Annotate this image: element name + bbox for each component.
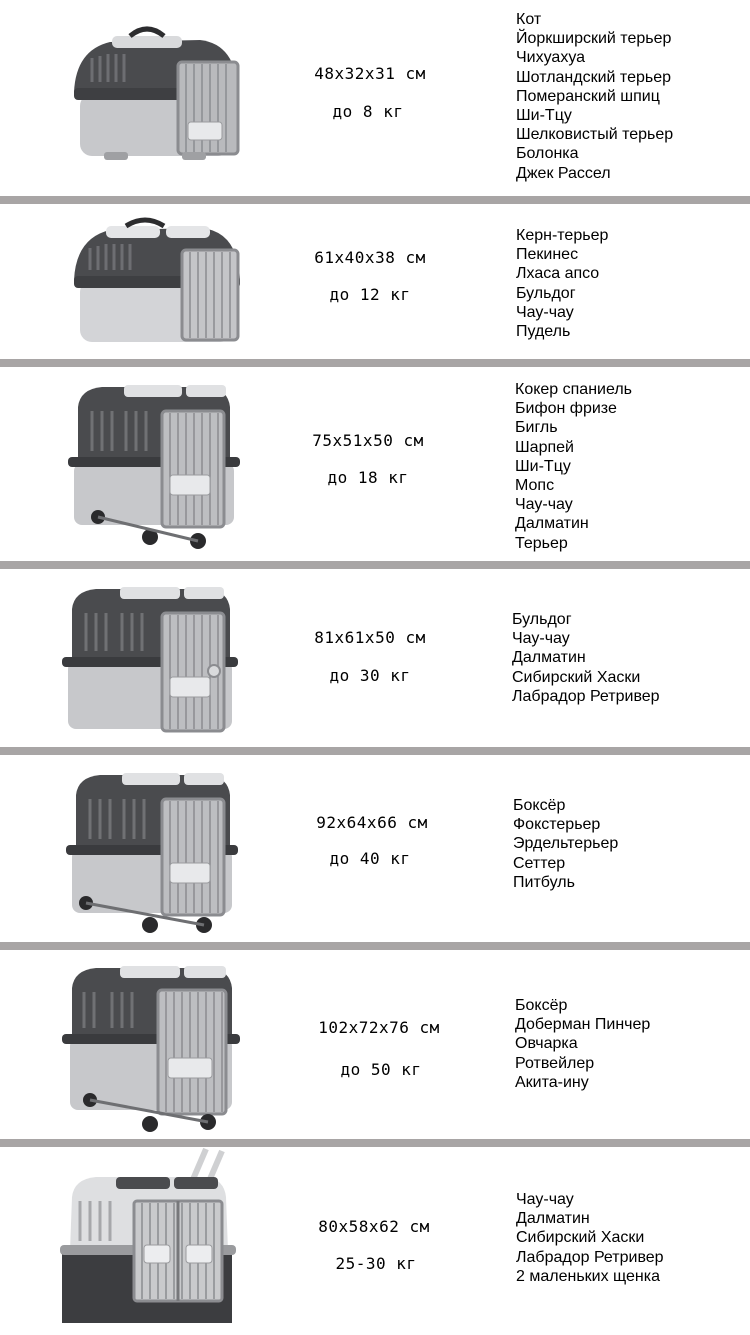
breed-item: Сибирский Хаски — [512, 668, 641, 686]
breed-item: Боксёр — [515, 997, 568, 1014]
product-row-3 — [0, 367, 750, 561]
product-row-1 — [0, 0, 750, 196]
carrier-max-weight: до 50 кг — [340, 1060, 422, 1079]
carrier-max-weight: 25-30 кг — [335, 1254, 417, 1273]
breed-list — [516, 1190, 664, 1286]
product-row-2 — [0, 204, 750, 359]
breed-item: Болонка — [516, 145, 579, 163]
breed-item: Джек Рассел — [516, 164, 611, 182]
carrier-dimensions: 61x40x38 см — [314, 248, 426, 267]
product-row-6 — [0, 950, 750, 1139]
wheeled-pet-carrier-icon — [68, 381, 243, 553]
breed-list — [513, 796, 618, 892]
breed-item: Ши-Тцу — [516, 107, 572, 125]
breed-item: Сибирский Хаски — [516, 1229, 645, 1247]
carrier-max-weight: до 12 кг — [329, 285, 411, 304]
breed-list — [515, 380, 632, 553]
breed-item: Терьер — [515, 534, 568, 552]
carrier-max-weight: до 30 кг — [329, 666, 411, 685]
breed-item: Боксёр — [513, 797, 566, 814]
row-divider — [0, 359, 750, 367]
carrier-dimensions: 80x58x62 см — [318, 1217, 430, 1236]
breed-item: Чау-чау — [515, 496, 573, 514]
breed-item: Чау-чау — [512, 630, 570, 648]
breed-item: Бифон фризе — [515, 400, 617, 418]
carrier-dimensions: 48x32x31 см — [314, 64, 426, 83]
carrier-max-weight: до 40 кг — [329, 849, 411, 868]
breed-item: Померанский шпиц — [516, 87, 660, 105]
wheeled-pet-carrier-icon — [62, 964, 242, 1134]
breed-item: Бульдог — [512, 611, 572, 628]
breed-item: Ши-Тцу — [515, 457, 571, 475]
breed-list — [515, 996, 650, 1092]
breed-item: 2 маленьких щенка — [516, 1267, 660, 1285]
breed-item: Кокер спаниель — [515, 381, 633, 398]
carrier-max-weight: до 8 кг — [332, 102, 404, 121]
breed-item: Бигль — [515, 419, 558, 437]
carrier-max-weight: до 18 кг — [327, 468, 409, 487]
breed-item: Чихуахуа — [516, 49, 586, 67]
breed-item: Далматин — [516, 1210, 590, 1228]
breed-list — [512, 610, 660, 706]
breed-item: Бульдог — [516, 284, 576, 302]
breed-item: Лабрадор Ретривер — [516, 1248, 664, 1266]
breed-list — [516, 226, 608, 341]
breed-item: Керн-терьер — [516, 227, 609, 244]
breed-item: Далматин — [515, 515, 589, 533]
breed-item: Шотландский терьер — [516, 68, 671, 86]
carrier-dimensions: 75x51x50 см — [312, 431, 424, 450]
carrier-dimensions: 102x72x76 см — [318, 1018, 440, 1037]
wheeled-pet-carrier-icon — [64, 769, 244, 935]
breed-item: Йоркширский терьер — [516, 30, 672, 48]
breed-item: Акита-ину — [515, 1073, 589, 1091]
breed-list — [516, 10, 673, 183]
breed-item: Чау-чау — [516, 1191, 574, 1208]
breed-item: Пекинес — [516, 246, 579, 264]
row-divider — [0, 561, 750, 569]
breed-item: Лабрадор Ретривер — [512, 687, 660, 705]
breed-item: Лхаса апсо — [516, 265, 600, 283]
breed-item: Далматин — [512, 649, 586, 667]
medium-pet-carrier-icon — [70, 214, 245, 349]
breed-item: Эрдельтерьер — [513, 835, 619, 853]
breed-item: Мопс — [515, 477, 555, 495]
row-divider — [0, 942, 750, 950]
row-divider — [0, 1139, 750, 1147]
breed-item: Фокстерьер — [513, 816, 601, 834]
breed-item: Питбуль — [513, 873, 575, 891]
carrier-dimensions: 92x64x66 см — [316, 813, 428, 832]
breed-item: Чау-чау — [516, 303, 574, 321]
trolley-pet-carrier-icon — [56, 1147, 246, 1327]
small-pet-carrier-icon — [70, 22, 245, 162]
carrier-dimensions: 81x61x50 см — [314, 628, 426, 647]
large-pet-carrier-icon — [62, 583, 242, 735]
breed-item: Шелковистый терьер — [516, 126, 674, 144]
row-divider — [0, 196, 750, 204]
breed-item: Шарпей — [515, 438, 574, 456]
product-row-5 — [0, 755, 750, 942]
breed-item: Сеттер — [513, 854, 566, 872]
breed-item: Кот — [516, 11, 542, 28]
breed-item: Овчарка — [515, 1035, 578, 1053]
product-row-4 — [0, 569, 750, 747]
breed-item: Доберман Пинчер — [515, 1016, 651, 1034]
breed-item: Пудель — [516, 323, 571, 341]
breed-item: Ротвейлер — [515, 1054, 595, 1072]
row-divider — [0, 747, 750, 755]
product-row-7 — [0, 1147, 750, 1335]
